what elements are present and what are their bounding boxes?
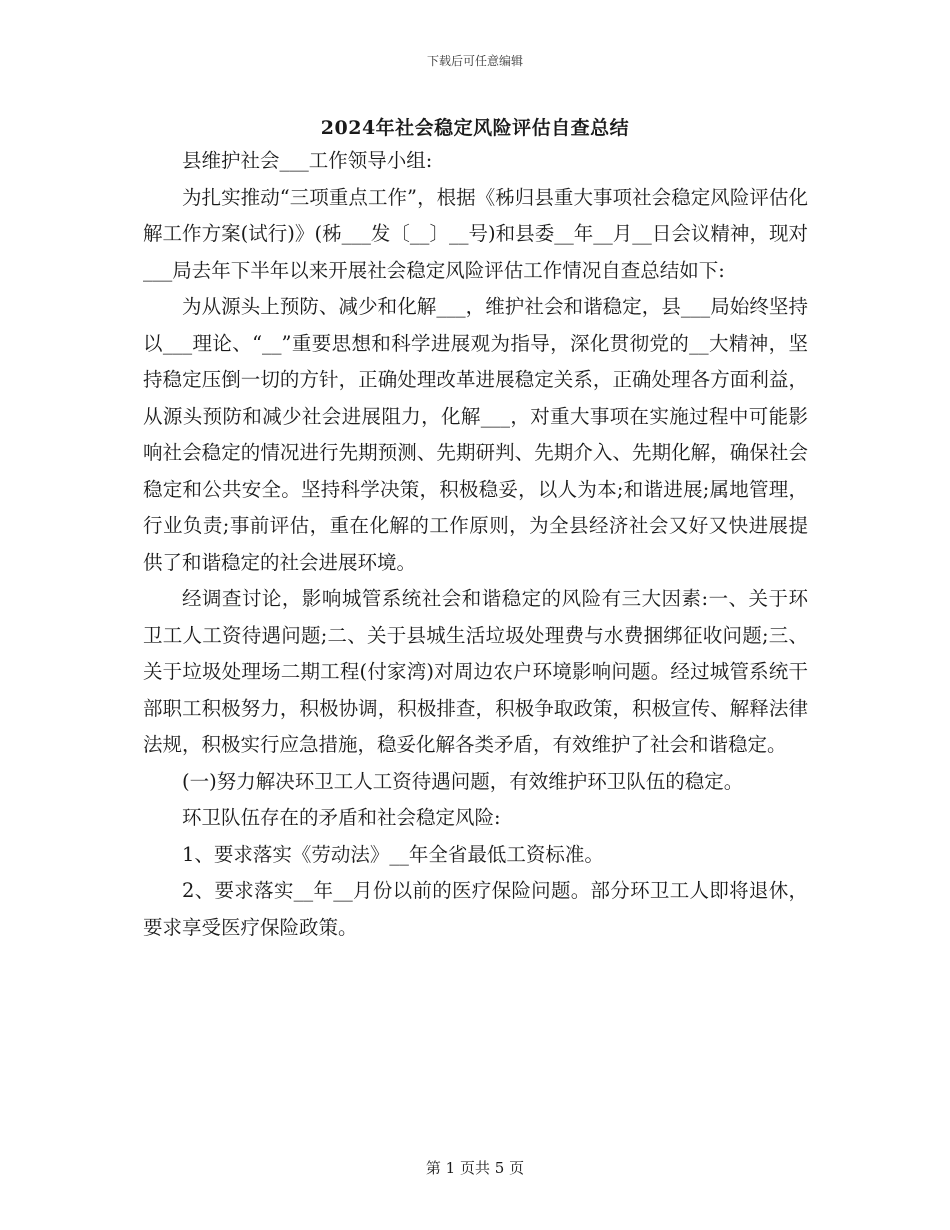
paragraph-intro: 为扎实推动“三项重点工作”，根据《秭归县重大事项社会稳定风险评估化解工作方案(试行)》(秭___发〔__〕__号)和县委__年__月__日会议精神，现对___局去年下半年以来开展社会稳定风险评估工作情况自查总结如下: bbox=[143, 185, 808, 282]
header-note: 下载后可任意编辑 bbox=[426, 54, 523, 68]
page-number: 第 1 页共 5 页 bbox=[425, 1159, 525, 1177]
paragraph-section-one-heading: (一)努力解决环卫工人工资待遇问题，有效维护环卫队伍的稳定。 bbox=[182, 769, 744, 793]
paragraph-risk-factors: 经调查讨论，影响城管系统社会和谐稳定的风险有三大因素:一、关于环卫工人工资待遇问题;二、关于县城生活垃圾处理费与水费捆绑征收问题;三、关于垃圾处理场二期工程(付家湾)对周边农户环境影响问题。经过城管系统干部职工积极努力，积极协调，积极排查，积极争取政策，积极宣传、解释法律法规，积极实行应急措施，稳妥化解各类矛盾，有效维护了社会和谐稳定。 bbox=[143, 587, 808, 756]
paragraph-item-two: 2、要求落实__年__月份以前的医疗保险问题。部分环卫工人即将退休，要求享受医疗保险政策。 bbox=[143, 879, 808, 939]
document-body bbox=[143, 143, 808, 946]
paragraph-item-one: 1、要求落实《劳动法》__年全省最低工资标准。 bbox=[182, 842, 604, 866]
document-title: 2024年社会稳定风险评估自查总结 bbox=[320, 117, 630, 139]
paragraph-salutation: 县维护社会___工作领导小组: bbox=[182, 149, 433, 172]
paragraph-principles: 为从源头上预防、减少和化解___，维护社会和谐稳定，县___局始终坚持以___理论、“__”重要思想和科学进展观为指导，深化贯彻党的__大精神，坚持稳定压倒一切的方针，正确处理改革进展稳定关系，正确处理各方面利益，从源头预防和减少社会进展阻力，化解___，对重大事项在实施过程中可能影响社会稳定的情况进行先期预测、先期研判、先期介入、先期化解，确保社会稳定和公共安全。坚持科学决策，积极稳妥，以人为本;和谐进展;属地管理，行业负责;事前评估，重在化解的工作原则，为全县经济社会又好又快进展提供了和谐稳定的社会进展环境。 bbox=[143, 295, 808, 574]
paragraph-risk-intro: 环卫队伍存在的矛盾和社会稳定风险: bbox=[182, 806, 501, 829]
